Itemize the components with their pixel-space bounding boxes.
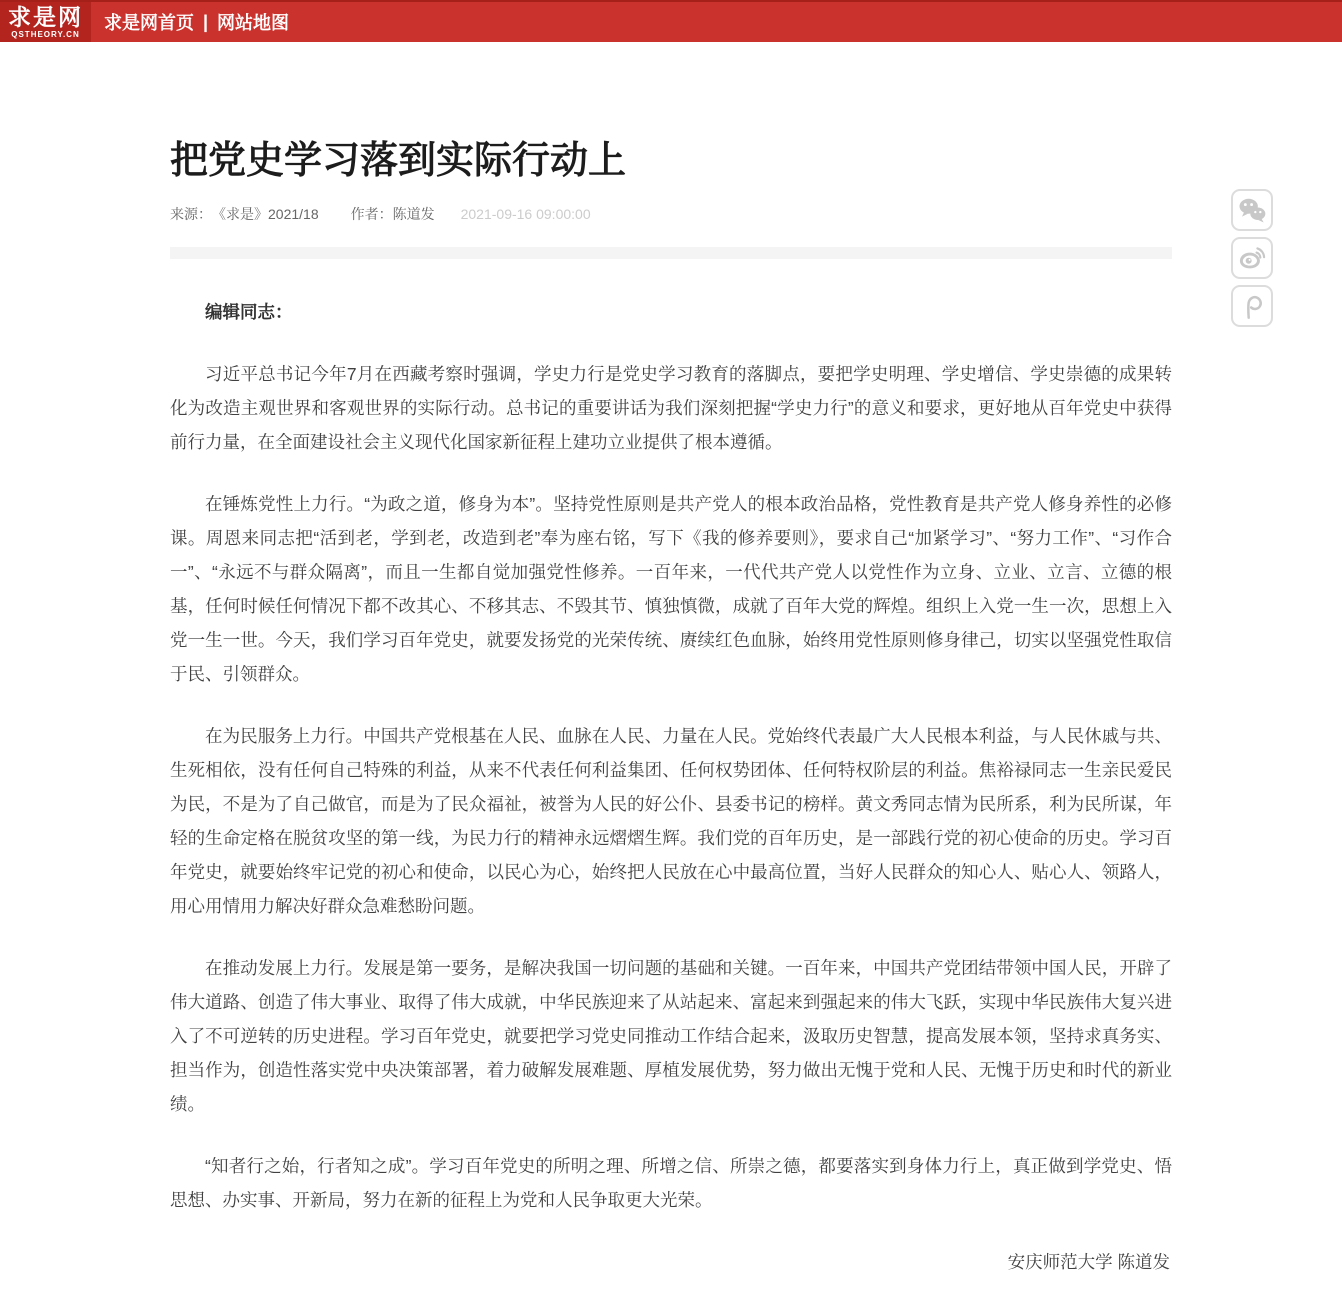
- share-weibo-button[interactable]: [1231, 237, 1273, 279]
- wechat-icon: [1237, 195, 1267, 225]
- nav-sitemap-link[interactable]: 网站地图: [217, 13, 290, 33]
- article-paragraph-1: 习近平总书记今年7月在西藏考察时强调，学史力行是党史学习教育的落脚点，要把学史明理、学史增信、学史崇德的成果转化为改造主观世界和客观世界的实际行动。总书记的重要讲话为我们深刻把握“学史力行”的意义和要求，更好地从百年党史中获得前行力量，在全面建设社会主义现代化国家新征程上建功立业提供了根本遵循。: [170, 364, 1172, 452]
- article-paragraph-5: “知者行之始，行者知之成”。学习百年党史的所明之理、所增之信、所崇之德，都要落实到身体力行上，真正做到学党史、悟思想、办实事、开新局，努力在新的征程上为党和人民争取更大光荣。: [170, 1156, 1172, 1210]
- share-toolbar: [1231, 189, 1273, 327]
- source-value: 《求是》2021/18: [212, 206, 319, 222]
- qstheory-logo[interactable]: [0, 2, 91, 42]
- source-label: 来源：: [170, 206, 212, 222]
- nav-home-link[interactable]: 求是网首页: [104, 13, 194, 33]
- author-label: 作者：: [350, 206, 393, 222]
- article-paragraph-3: 在为民服务上力行。中国共产党根基在人民、血脉在人民、力量在人民。党始终代表最广大人民根本利益，与人民休戚与共、生死相依，没有任何自己特殊的利益，从来不代表任何利益集团、任何权势团体、任何特权阶层的利益。焦裕禄同志一生亲民爱民为民，不是为了自己做官，而是为了民众福祉，被誉为人民的好公仆、县委书记的榜样。黄文秀同志情为民所系，利为民所谋，年轻的生命定格在脱贫攻坚的第一线，为民力行的精神永远熠熠生辉。我们党的百年历史，是一部践行党的初心使命的历史。学习百年党史，就要始终牢记党的初心和使命，以民心为心，始终把人民放在心中最高位置，当好人民群众的知心人、贴心人、领路人，用心用情用力解决好群众急难愁盼问题。: [170, 726, 1172, 916]
- article-meta: [170, 204, 1172, 224]
- p-loop-icon: [1237, 291, 1267, 321]
- share-more-button[interactable]: [1231, 285, 1273, 327]
- article-salutation: 编辑同志：: [205, 302, 293, 322]
- author-value: 陈道发: [392, 206, 435, 222]
- article-body: [170, 295, 1172, 1279]
- logo-title: 求是网: [8, 3, 83, 30]
- logo-subtitle: QSTHEORY.CN: [11, 29, 80, 39]
- article-signature: 安庆师范大学 陈道发: [1007, 1252, 1170, 1272]
- header-nav: [91, 2, 289, 42]
- header-bar: [0, 0, 1342, 42]
- publish-time: 2021-09-16 09:00:00: [460, 206, 591, 222]
- article-paragraph-2: 在锤炼党性上力行。“为政之道，修身为本”。坚持党性原则是共产党人的根本政治品格，党性教育是共产党人修身养性的必修课。周恩来同志把“活到老，学到老，改造到老”奉为座右铭，写下《我的修养要则》，要求自己“加紧学习”、“努力工作”、“习作合一”、“永远不与群众隔离”，而且一生都自觉加强党性修养。一百年来，一代代共产党人以党性作为立身、立业、立言、立德的根基，任何时候任何情况下都不改其心、不移其志、不毁其节、慎独慎微，成就了百年大党的辉煌。组织上入党一生一次，思想上入党一生一世。今天，我们学习百年党史，就要发扬党的光荣传统、赓续红色血脉，始终用党性原则修身律己，切实以坚强党性取信于民、引领群众。: [170, 494, 1172, 684]
- nav-separator: |: [203, 11, 209, 32]
- article-paragraph-4: 在推动发展上力行。发展是第一要务，是解决我国一切问题的基础和关键。一百年来，中国共产党团结带领中国人民，开辟了伟大道路、创造了伟大事业、取得了伟大成就，中华民族迎来了从站起来、富起来到强起来的伟大飞跃，实现中华民族伟大复兴进入了不可逆转的历史进程。学习百年党史，就要把学习党史同推动工作结合起来，汲取历史智慧，提高发展本领，坚持求真务实、担当作为，创造性落实党中央决策部署，着力破解发展难题、厚植发展优势，努力做出无愧于党和人民、无愧于历史和时代的新业绩。: [170, 958, 1172, 1114]
- section-divider: [170, 247, 1172, 259]
- share-wechat-button[interactable]: [1231, 189, 1273, 231]
- page-title: 把党史学习落到实际行动上: [170, 140, 627, 182]
- weibo-icon: [1237, 243, 1267, 273]
- article-container: [170, 42, 1172, 1279]
